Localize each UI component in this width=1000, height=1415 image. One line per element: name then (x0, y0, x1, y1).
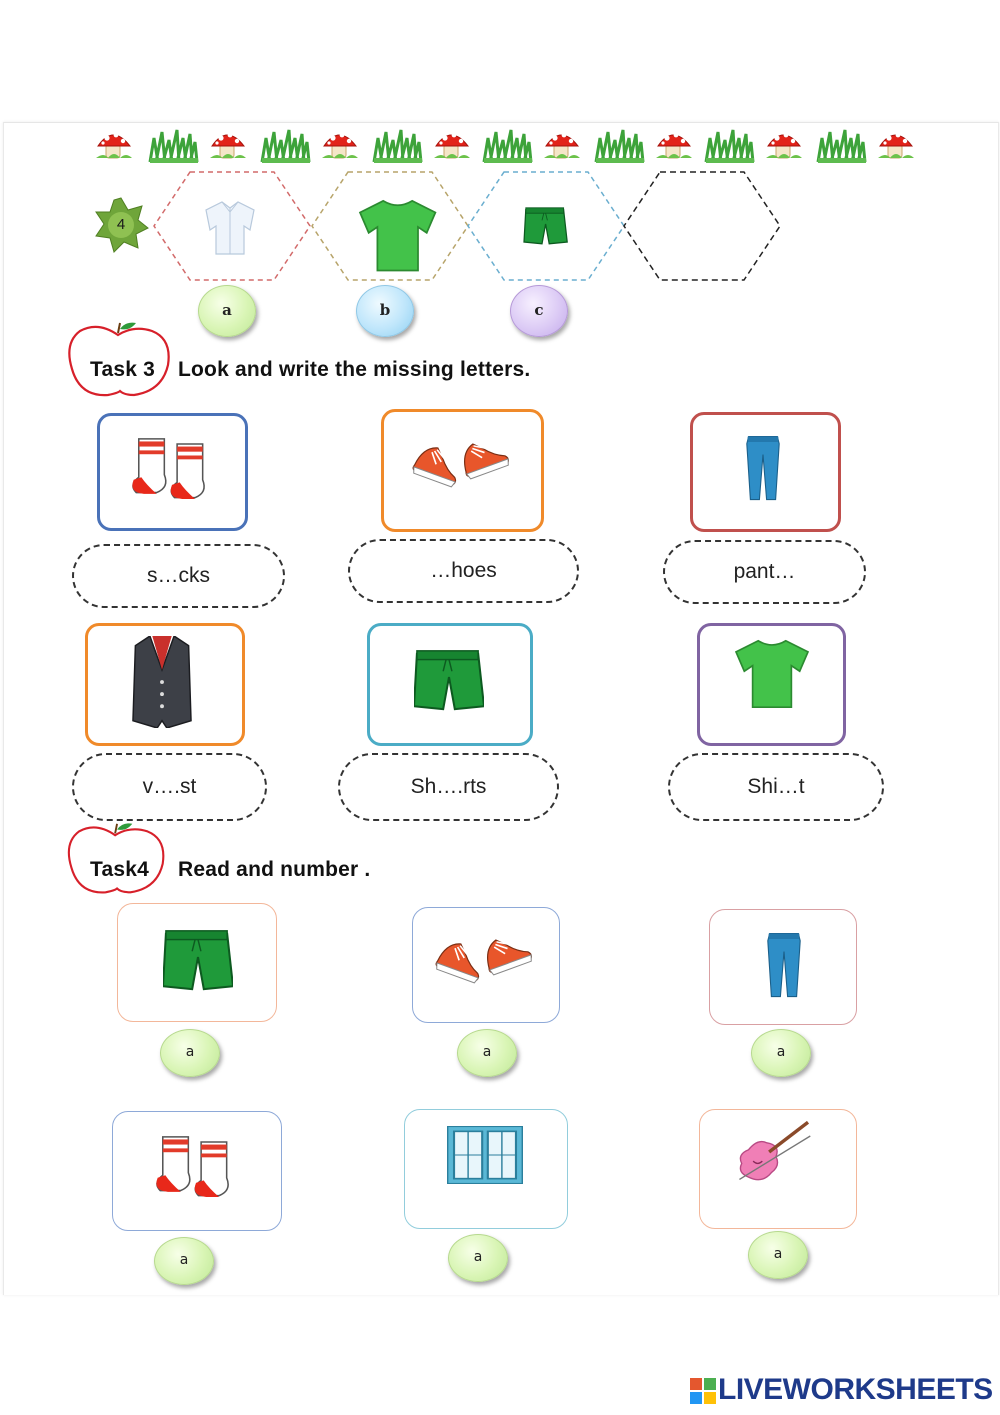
hexagon-empty (624, 172, 780, 280)
task3-instruction: Look and write the missing letters. (178, 358, 531, 381)
mushroom-icon (544, 133, 580, 158)
tshirt-icon (734, 638, 810, 710)
shorts-icon (163, 926, 233, 994)
pants-icon (766, 928, 802, 1004)
grass-icon (596, 130, 644, 163)
socks-icon (150, 1130, 242, 1200)
footer-brand[interactable]: LIVEWORKSHEETS (718, 1373, 993, 1406)
bubble-a[interactable]: a (198, 285, 256, 337)
hexagon-row (150, 168, 790, 286)
mushroom-icon (766, 133, 802, 158)
white-shirt-icon (206, 202, 254, 254)
grass-icon (706, 130, 754, 163)
answer-field-shorts[interactable]: Sh….rts (338, 753, 559, 821)
grass-icon (374, 130, 422, 163)
number-bubble[interactable]: a (154, 1237, 214, 1285)
grass-icon (484, 130, 532, 163)
bubble-b[interactable]: b (356, 285, 414, 337)
sneakers-icon (412, 430, 512, 500)
task4-instruction: Read and number . (178, 858, 371, 881)
mushroom-icon (434, 133, 470, 158)
number-bubble[interactable]: a (751, 1029, 811, 1077)
answer-field-pants[interactable]: pant… (663, 540, 866, 604)
shorts-icon (414, 646, 484, 714)
task4-label: Task4 (90, 858, 149, 881)
vest-icon (130, 636, 194, 728)
task3-label: Task 3 (90, 358, 156, 381)
window-icon (447, 1126, 523, 1184)
grass-icon (818, 130, 866, 163)
number-bubble[interactable]: a (160, 1029, 220, 1077)
grass-icon (262, 130, 310, 163)
mushroom-icon (656, 133, 692, 158)
badge-number: 4 (116, 216, 126, 233)
number-bubble[interactable]: a (448, 1234, 508, 1282)
decorative-border (96, 124, 926, 164)
number-bubble[interactable]: a (748, 1231, 808, 1279)
mushroom-icon (210, 133, 246, 158)
socks-icon (126, 432, 218, 502)
violin-icon (736, 1120, 816, 1184)
mushroom-icon (878, 133, 914, 158)
green-tshirt-icon (360, 201, 435, 271)
green-shorts-icon (524, 208, 567, 244)
number-bubble[interactable]: a (457, 1029, 517, 1077)
grass-icon (150, 130, 198, 163)
answer-field-shirt[interactable]: Shi…t (668, 753, 884, 821)
sneakers-icon (435, 926, 535, 996)
mushroom-icon (322, 133, 358, 158)
mushroom-icon (96, 133, 132, 158)
bubble-c[interactable]: c (510, 285, 568, 337)
answer-field-socks[interactable]: s…cks (72, 544, 285, 608)
answer-field-vest[interactable]: v….st (72, 753, 267, 821)
answer-field-shoes[interactable]: …hoes (348, 539, 579, 603)
pants-icon (745, 430, 781, 508)
liveworksheets-logo-icon (690, 1378, 716, 1404)
